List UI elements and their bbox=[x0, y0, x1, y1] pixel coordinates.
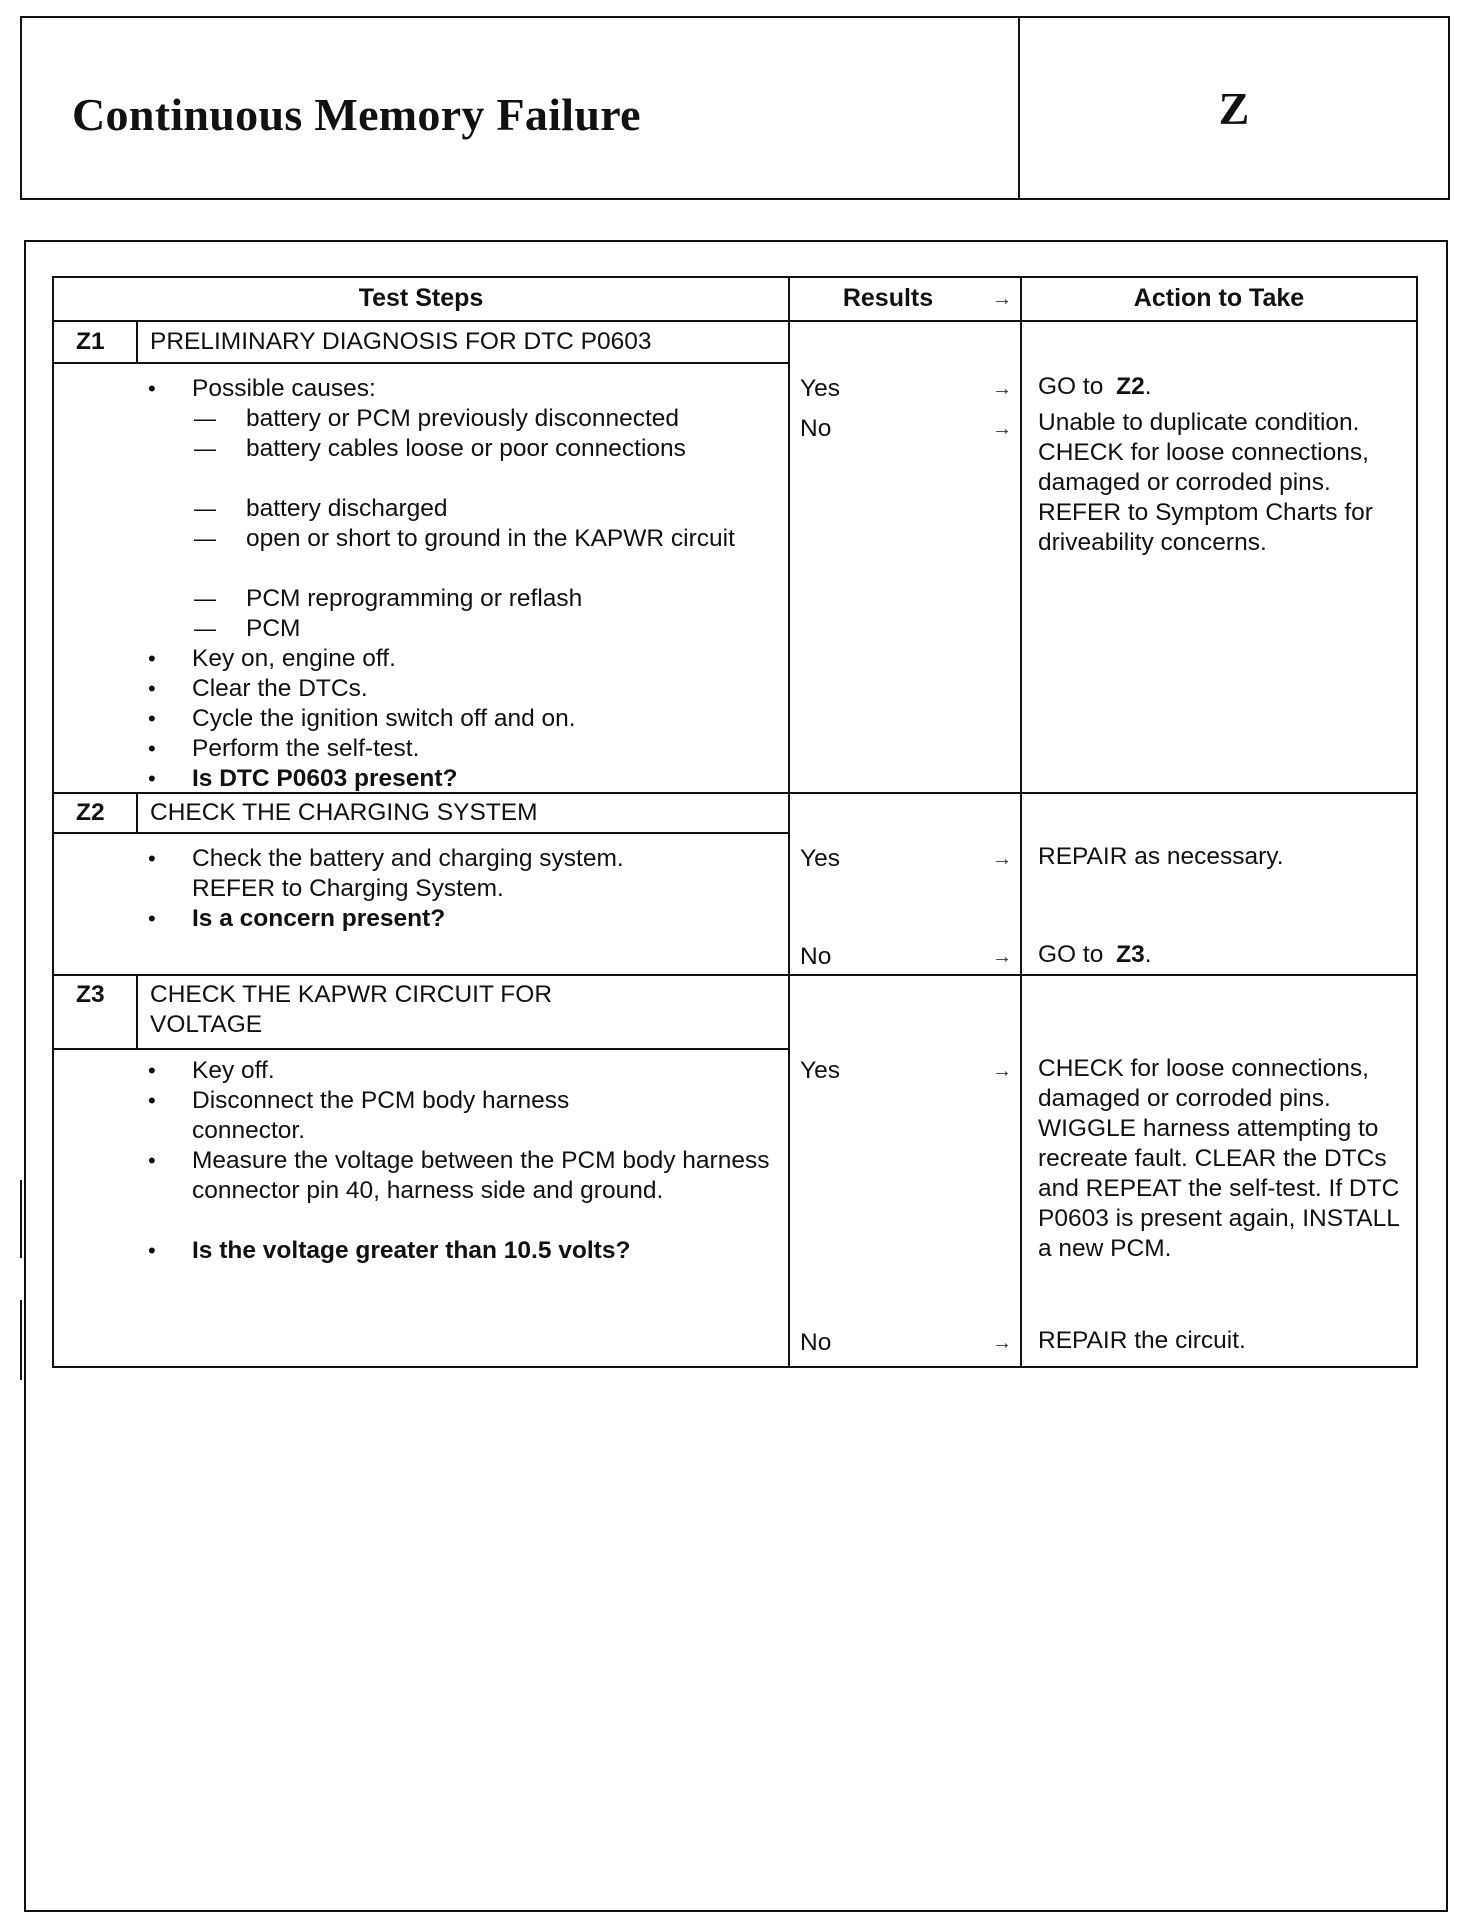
cause-item: battery discharged bbox=[246, 495, 448, 522]
page-header bbox=[20, 16, 1450, 200]
bullet-icon: • bbox=[148, 736, 156, 761]
header-arrow-icon: → bbox=[992, 288, 1012, 310]
result-label: No bbox=[800, 1329, 832, 1356]
step-title: PRELIMINARY DIAGNOSIS FOR DTC P0603 bbox=[150, 328, 652, 355]
cause-item: open or short to ground in the KAPWR circuit bbox=[246, 525, 735, 552]
arrow-icon: → bbox=[992, 946, 1012, 968]
arrow-icon: → bbox=[992, 418, 1012, 440]
result-action: CHECK for loose connections, damaged or corroded pins. WIGGLE harness attempting to recreate fault. CLEAR the DTCs and REPEAT the self-test. If DTC P0603 is present again, INSTALL a new PCM. bbox=[1038, 1055, 1400, 1262]
action-column-rule bbox=[1020, 278, 1022, 1366]
dash-icon: — bbox=[194, 616, 216, 641]
step-id: Z1 bbox=[76, 328, 105, 355]
step-title: CHECK THE CHARGING SYSTEM bbox=[150, 799, 538, 826]
margin-mark bbox=[20, 1300, 22, 1380]
step-ref: Z3 bbox=[1116, 941, 1145, 968]
result-action bbox=[1038, 940, 1152, 970]
step-instruction: Disconnect the PCM body harness connector. bbox=[192, 1087, 570, 1144]
step-title-rule bbox=[54, 1048, 788, 1050]
arrow-icon: → bbox=[992, 1060, 1012, 1082]
step-instruction: Perform the self-test. bbox=[192, 735, 420, 762]
step-rule bbox=[54, 974, 1416, 976]
cause-item: battery or PCM previously disconnected bbox=[246, 405, 680, 432]
dash-icon: — bbox=[194, 526, 216, 551]
step-instruction: Measure the voltage between the PCM body harness connector pin 40, harness side and ground. bbox=[192, 1147, 770, 1204]
step-id: Z2 bbox=[76, 799, 105, 826]
step-question: Is a concern present? bbox=[192, 905, 446, 932]
step-instruction: Check the battery and charging system. REFER to Charging System. bbox=[192, 845, 624, 902]
step-id-rule bbox=[136, 320, 138, 362]
bullet-icon: • bbox=[148, 646, 156, 671]
step-question: Is the voltage greater than 10.5 volts? bbox=[192, 1237, 631, 1264]
step-title-rule bbox=[54, 832, 788, 834]
step-id-rule bbox=[136, 792, 138, 832]
arrow-icon: → bbox=[992, 848, 1012, 870]
results-column-rule bbox=[788, 278, 790, 1366]
dash-icon: — bbox=[194, 436, 216, 461]
bullet-icon: • bbox=[148, 846, 156, 871]
column-header-results: Results bbox=[842, 284, 934, 312]
dash-icon: — bbox=[194, 586, 216, 611]
header-rule bbox=[54, 320, 1416, 322]
column-header-test-steps: Test Steps bbox=[358, 284, 484, 312]
step-instruction: Cycle the ignition switch off and on. bbox=[192, 705, 576, 732]
step-instruction: Key off. bbox=[192, 1057, 275, 1084]
diagnostic-table bbox=[52, 276, 1418, 1368]
step-id-rule bbox=[136, 974, 138, 1048]
arrow-icon: → bbox=[992, 1332, 1012, 1354]
result-label: No bbox=[800, 943, 832, 970]
step-instruction: Clear the DTCs. bbox=[192, 675, 368, 702]
result-label: Yes bbox=[800, 375, 840, 402]
result-label: Yes bbox=[800, 845, 840, 872]
bullet-icon: • bbox=[148, 1238, 156, 1263]
bullet-icon: • bbox=[148, 1058, 156, 1083]
action-suffix: . bbox=[1144, 373, 1152, 400]
step-instruction: Key on, engine off. bbox=[192, 645, 396, 672]
bullet-icon: • bbox=[148, 376, 156, 401]
result-label: Yes bbox=[800, 1057, 840, 1084]
arrow-icon: → bbox=[992, 378, 1012, 400]
bullet-icon: • bbox=[148, 676, 156, 701]
margin-mark bbox=[20, 1180, 22, 1258]
column-header-action: Action to Take bbox=[1133, 284, 1305, 312]
step-id: Z3 bbox=[76, 981, 105, 1008]
bullet-icon: • bbox=[148, 766, 156, 791]
cause-item: PCM reprogramming or reflash bbox=[246, 585, 583, 612]
step-ref: Z2 bbox=[1116, 373, 1145, 400]
result-action: REPAIR the circuit. bbox=[1038, 1327, 1246, 1354]
step-title-rule bbox=[54, 362, 788, 364]
result-action: REPAIR as necessary. bbox=[1038, 843, 1284, 870]
page-title: Continuous Memory Failure bbox=[72, 89, 641, 140]
action-text: GO to bbox=[1038, 941, 1104, 968]
result-label: No bbox=[800, 415, 832, 442]
cause-item: battery cables loose or poor connections bbox=[246, 435, 686, 462]
possible-causes-label: Possible causes: bbox=[192, 375, 376, 402]
action-suffix: . bbox=[1144, 941, 1152, 968]
action-text: GO to bbox=[1038, 373, 1104, 400]
dash-icon: — bbox=[194, 406, 216, 431]
result-action: Unable to duplicate condition. CHECK for loose connections, damaged or corroded pins. REFER to Symptom Charts for driveability concerns. bbox=[1038, 409, 1373, 556]
step-question: Is DTC P0603 present? bbox=[192, 765, 458, 792]
dash-icon: — bbox=[194, 496, 216, 521]
cause-item: PCM bbox=[246, 615, 301, 642]
bullet-icon: • bbox=[148, 906, 156, 931]
bullet-icon: • bbox=[148, 1088, 156, 1113]
section-code: Z bbox=[1218, 82, 1250, 134]
bullet-icon: • bbox=[148, 706, 156, 731]
result-action bbox=[1038, 372, 1152, 402]
step-title: CHECK THE KAPWR CIRCUIT FOR VOLTAGE bbox=[150, 981, 553, 1038]
bullet-icon: • bbox=[148, 1148, 156, 1173]
